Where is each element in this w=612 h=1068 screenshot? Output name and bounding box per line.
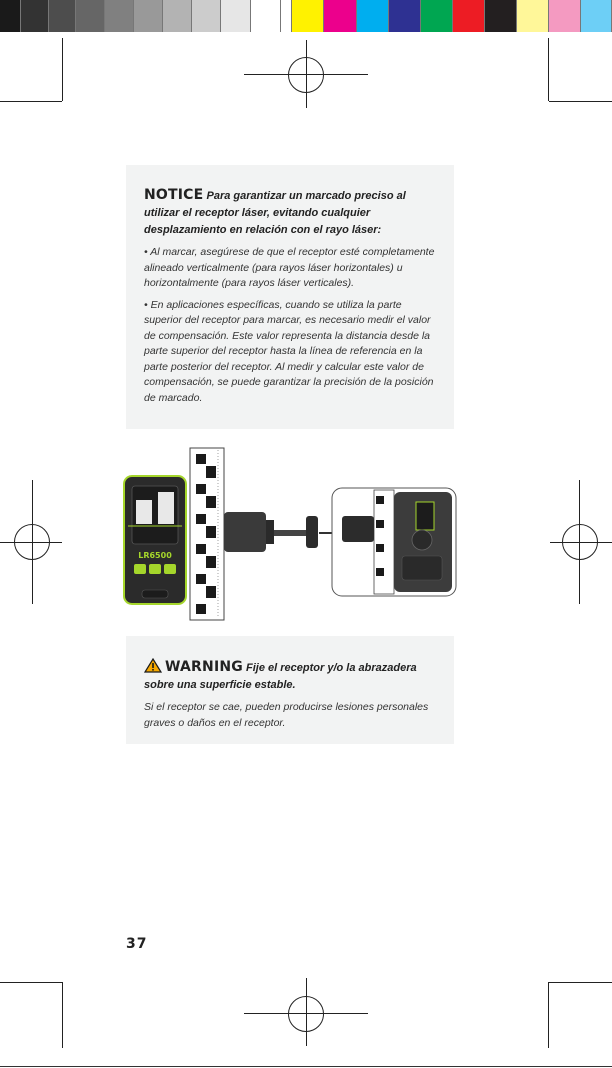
color-swatch xyxy=(49,0,76,32)
page-number: 37 xyxy=(126,936,148,952)
crop-mark xyxy=(0,982,62,983)
color-swatch xyxy=(517,0,549,32)
crop-mark xyxy=(549,101,612,102)
color-swatch xyxy=(357,0,389,32)
warning-body: Si el receptor se cae, pueden producirse lesiones personales graves o daños en el receptor. xyxy=(144,701,429,729)
bottom-rule xyxy=(0,1066,612,1067)
crop-mark xyxy=(548,38,549,101)
receiver-logo: LR6500 xyxy=(138,551,172,560)
notice-bullet-2: • En aplicaciones específicas, cuando se utiliza la parte superior del receptor para marcar, es necesario medir el valor de compensación. Este valor representa la distancia desde la parte superior del receptor hasta la línea de referencia en la parte posterior del receptor. Al medir y calcular este valor de compensación, se puede garantizar la precisión de la posición de marcado. xyxy=(144,298,434,404)
crop-mark xyxy=(62,982,63,1048)
color-swatch xyxy=(105,0,134,32)
color-swatch xyxy=(134,0,163,32)
color-swatch xyxy=(292,0,324,32)
notice-heading xyxy=(144,187,436,239)
color-swatch xyxy=(485,0,517,32)
notice-heading-text: Para garantizar un marcado preciso al utilizar el receptor láser, evitando cualquier desplazamiento en relación con el rayo láser: xyxy=(144,190,406,236)
color-swatch xyxy=(421,0,453,32)
crop-mark xyxy=(0,101,62,102)
warning-tag: WARNING xyxy=(165,659,243,675)
warning-box xyxy=(126,636,454,744)
receiver-back-view xyxy=(332,488,456,596)
crop-mark xyxy=(548,982,549,1048)
color-swatch xyxy=(192,0,221,32)
color-calibration-bar xyxy=(0,0,612,32)
laser-receiver xyxy=(124,476,186,604)
grade-rod xyxy=(190,448,224,620)
color-swatch xyxy=(453,0,485,32)
color-swatch xyxy=(221,0,250,32)
receiver-clamp xyxy=(224,512,334,552)
color-swatch xyxy=(251,0,281,32)
warning-heading-text: Fije el receptor y/o la abrazadera sobre una superficie estable. xyxy=(144,662,417,691)
receiver-clamp-illustration xyxy=(120,446,460,622)
color-swatch xyxy=(549,0,581,32)
color-swatch xyxy=(581,0,612,32)
warning-heading xyxy=(144,658,436,694)
notice-tag: NOTICE xyxy=(144,187,204,203)
warning-icon xyxy=(144,658,162,673)
notice-box xyxy=(126,165,454,429)
color-swatch xyxy=(0,0,21,32)
color-swatch xyxy=(76,0,105,32)
color-swatch xyxy=(163,0,192,32)
color-swatch xyxy=(281,0,293,32)
color-swatch xyxy=(324,0,356,32)
color-swatch xyxy=(389,0,421,32)
crop-mark xyxy=(62,38,63,101)
crop-mark xyxy=(549,982,612,983)
notice-bullet-1: • Al marcar, asegúrese de que el receptor esté completamente alineado verticalmente (para rayos láser horizontales) u horizontalmente (para rayos láser verticales). xyxy=(144,246,435,289)
color-swatch xyxy=(21,0,48,32)
